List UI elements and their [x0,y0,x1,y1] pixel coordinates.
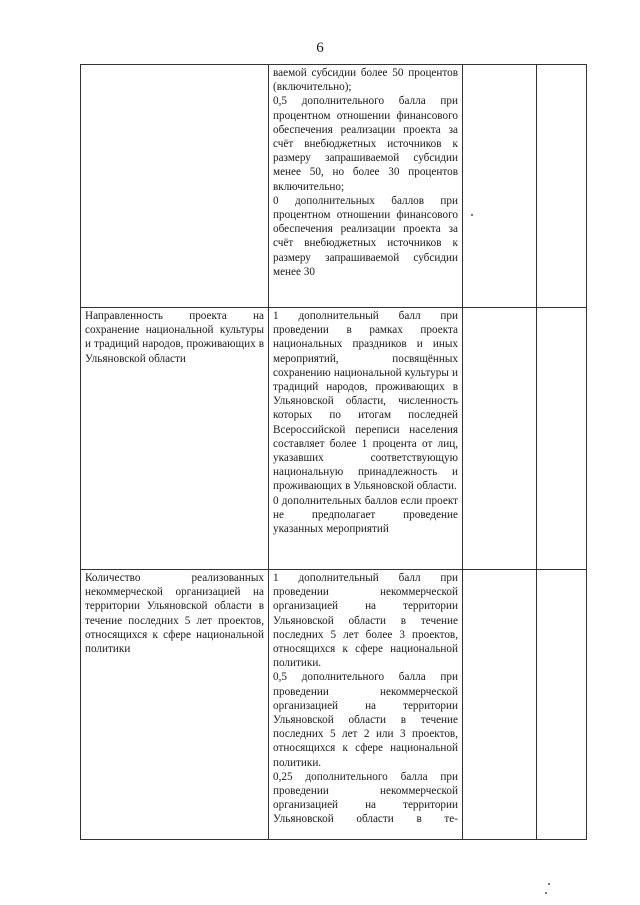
empty-cell [537,308,587,570]
points-text: 1 дополнительный балл при проведении некоммерческой организацией на территории Ульяновской области в течение последних 5 лет более 3 проектов, относящихся к сфере национальной политики. [273,572,458,670]
scan-speck [471,214,473,216]
points-cell [269,65,463,308]
criterion-cell [81,570,269,840]
criterion-text: Количество реализованных некоммерческой организацией на территории Ульяновской области в течение последних 5 лет проектов, относящихся к сфере национальной политики [85,572,264,656]
points-cell [269,570,463,840]
points-text: 0 дополнительных баллов при процентном отношении финансового обеспечения реализации проекта за счёт внебюджетных источников к размеру запрашиваемой субсидии менее 30 [273,194,458,278]
points-text: 0,5 дополнительного балла при процентном отношении финансового обеспечения реализации проекта за счёт внебюджетных источников к размеру запрашиваемой субсидии менее 50, но более 30 процентов включительно; [273,95,458,193]
table-row [81,308,587,570]
points-text: 1 дополнительный балл при проведении в рамках проекта национальных праздников и иных мероприятий, посвящённых сохранению национальной культуры и традиций народов, проживающих в Ульяновской области, численность которых по итогам последней Всероссийской переписи населения составляет более 1 процента от лиц, указавших соответствующую национальную принадлежность и проживающих в Ульяновской области. [273,310,458,493]
criterion-cell [81,65,269,308]
points-text: 0 дополнительных баллов если проект не предполагает проведение указанных мероприятий [273,494,458,536]
scan-speck [548,883,550,885]
page-number: 6 [316,40,324,56]
points-text: 0,25 дополнительного балла при проведении некоммерческой организацией на территории Ульяновской области в те- [273,770,458,826]
criteria-table [80,64,587,840]
empty-cell [463,308,537,570]
table-row [81,570,587,840]
empty-cell [537,65,587,308]
empty-cell [463,570,537,840]
points-text: ваемой субсидии более 50 процентов (включительно); [273,67,458,94]
scan-speck [545,892,547,894]
table-row [81,65,587,308]
empty-cell [537,570,587,840]
empty-cell [463,65,537,308]
points-text: 0,5 дополнительного балла при проведении некоммерческой организацией на территории Ульяновской области в течение последних 5 лет 2 или 3 проектов, относящихся к сфере национальной политики. [273,671,458,769]
criterion-text: Направленность проекта на сохранение национальной культуры и традиций народов, проживающих в Ульяновской области [85,310,264,365]
points-cell [269,308,463,570]
criterion-cell [81,308,269,570]
